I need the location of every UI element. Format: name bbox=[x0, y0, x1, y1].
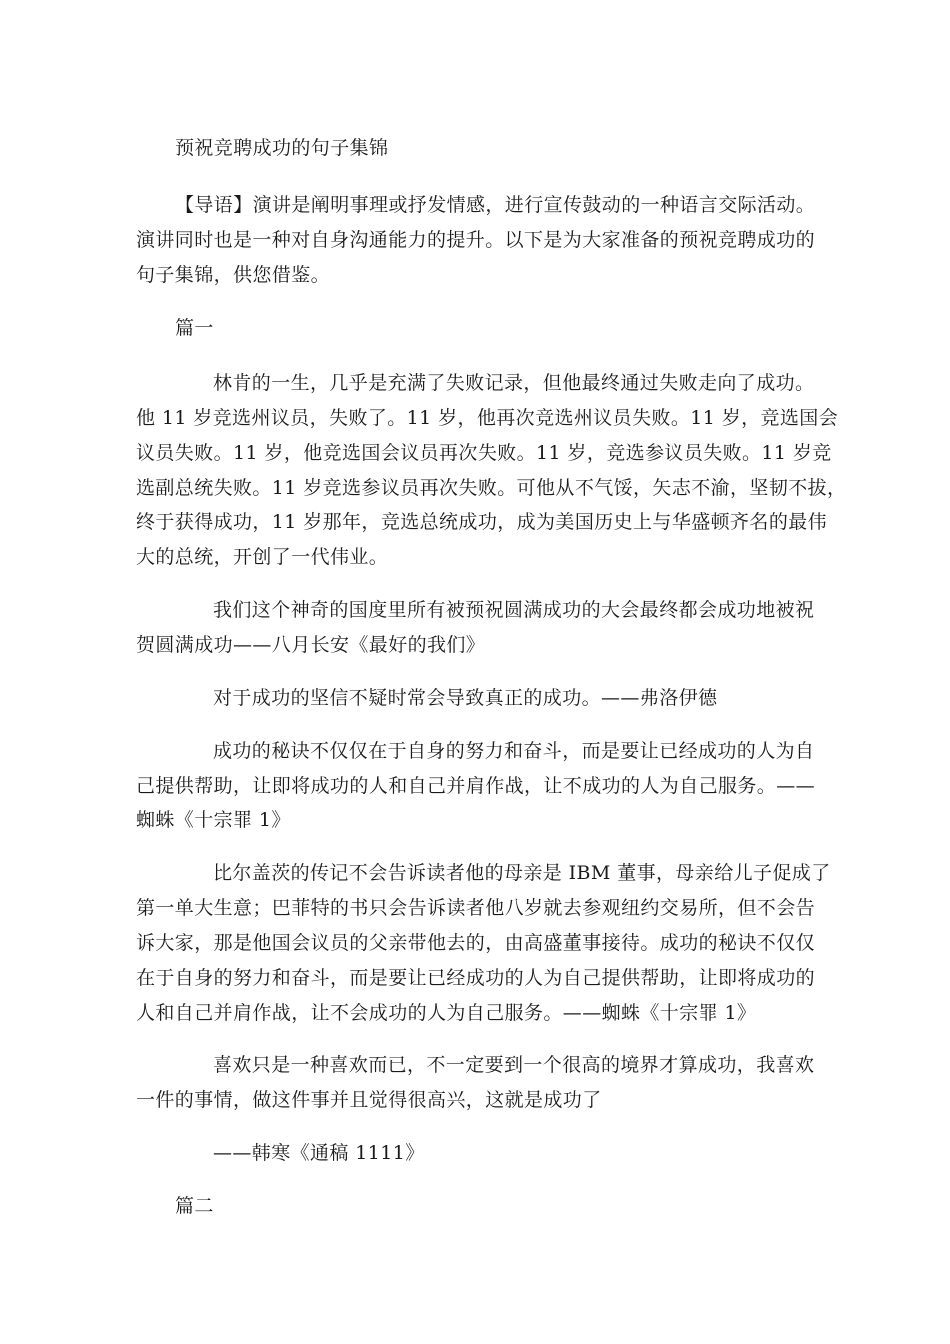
paragraph-line: 诉大家，那是他国会议员的父亲带他去的，由高盛董事接待。成功的秘诀不仅仅 bbox=[136, 932, 816, 954]
intro-line: 【导语】演讲是阐明事理或抒发情感，进行宣传鼓动的一种语言交际活动。 bbox=[175, 194, 816, 216]
paragraph-line: 成功的秘诀不仅仅在于自身的努力和奋斗，而是要让已经成功的人为自 bbox=[213, 740, 815, 762]
intro-line: 演讲同时也是一种对自身沟通能力的提升。以下是为大家准备的预祝竞聘成功的 bbox=[136, 229, 816, 251]
paragraph-line: 我们这个神奇的国度里所有被预祝圆满成功的大会最终都会成功地被祝 bbox=[213, 599, 815, 621]
intro-line: 句子集锦，供您借鉴。 bbox=[136, 264, 331, 286]
paragraph-line: 比尔盖茨的传记不会告诉读者他的母亲是 IBM 董事，母亲给儿子促成了 bbox=[213, 862, 831, 884]
paragraph-line: 一件的事情，做这件事并且觉得很高兴，这就是成功了 bbox=[136, 1089, 602, 1111]
paragraph-line: 对于成功的坚信不疑时常会导致真正的成功。——弗洛伊德 bbox=[213, 687, 718, 709]
paragraph-line: 大的总统，开创了一代伟业。 bbox=[136, 546, 389, 568]
section-heading: 篇二 bbox=[175, 1195, 214, 1217]
section-heading: 篇一 bbox=[175, 317, 214, 339]
paragraph-line: 选副总统失败。11 岁竞选参议员再次失败。可他从不气馁，矢志不渝，坚韧不拔， bbox=[136, 477, 847, 499]
paragraph-line: 终于获得成功，11 岁那年，竞选总统成功，成为美国历史上与华盛顿齐名的最伟 bbox=[136, 511, 828, 533]
paragraph-line: 己提供帮助，让即将成功的人和自己并肩作战，让不成功的人为自己服务。—— bbox=[136, 775, 816, 797]
paragraph-line: 人和自己并肩作战，让不会成功的人为自己服务。——蜘蛛《十宗罪 1》 bbox=[136, 1002, 757, 1024]
paragraph-line: 他 11 岁竞选州议员，失败了。11 岁，他再次竞选州议员失败。11 岁，竞选国会 bbox=[136, 407, 839, 429]
paragraph-line: 蜘蛛《十宗罪 1》 bbox=[136, 809, 291, 831]
attribution-line: ——韩寒《通稿 1111》 bbox=[213, 1142, 425, 1164]
paragraph-line: 第一单大生意；巴菲特的书只会告诉读者他八岁就去参观纽约交易所，但不会告 bbox=[136, 897, 816, 919]
paragraph-line: 议员失败。11 岁，他竞选国会议员再次失败。11 岁，竞选参议员失败。11 岁竞 bbox=[136, 442, 832, 464]
document-title: 预祝竞聘成功的句子集锦 bbox=[175, 137, 389, 159]
paragraph-line: 喜欢只是一种喜欢而已，不一定要到一个很高的境界才算成功，我喜欢 bbox=[213, 1054, 815, 1076]
paragraph-line: 林肯的一生，几乎是充满了失败记录，但他最终通过失败走向了成功。 bbox=[213, 372, 815, 394]
paragraph-line: 在于自身的努力和奋斗，而是要让已经成功的人为自己提供帮助，让即将成功的 bbox=[136, 967, 816, 989]
paragraph-line: 贺圆满成功——八月长安《最好的我们》 bbox=[136, 634, 486, 656]
